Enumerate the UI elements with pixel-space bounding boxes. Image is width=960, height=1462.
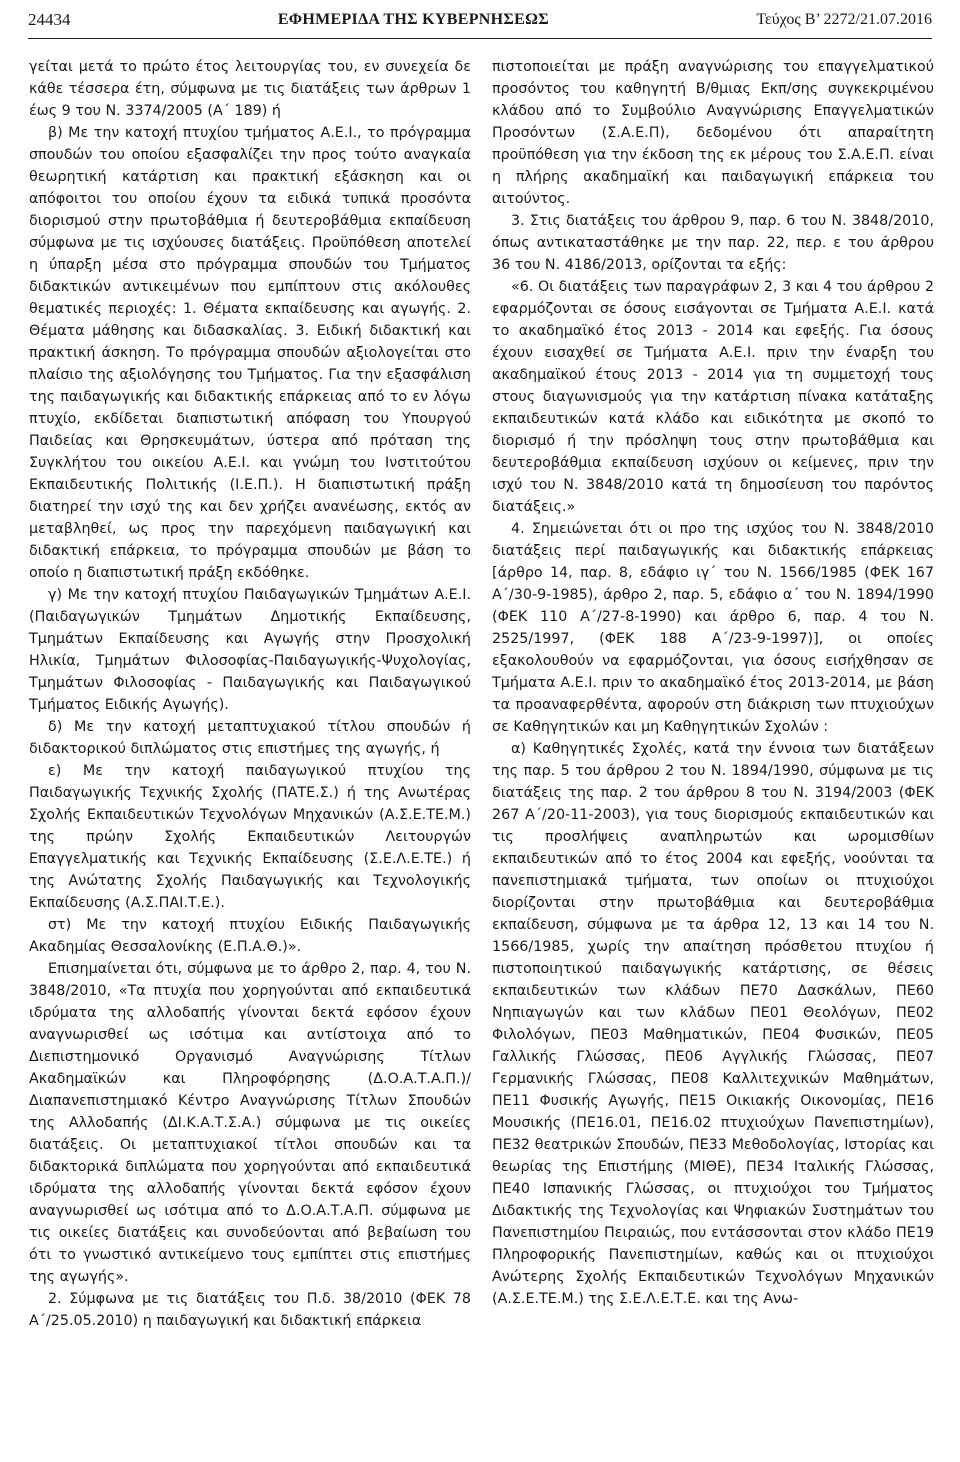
- paragraph: στ) Με την κατοχή πτυχίου Ειδικής Παιδαγωγικής Ακαδημίας Θεσσαλονίκης (Ε.Π.Α.Θ.)».: [29, 917, 471, 955]
- page-number: 24434: [28, 10, 71, 29]
- paragraph: γ) Με την κατοχή πτυχίου Παιδαγωγικών Τμημάτων Α.Ε.Ι. (Παιδαγωγικών Τμημάτων Δημοτικής Εκπαίδευσης, Τμημάτων Εκπαίδευσης και Αγωγής στην Προσχολική Ηλικία, Τμημάτων Φιλοσοφίας-Παιδαγωγικής-Ψυχολογίας, Τμημάτων Φιλοσοφίας - Παιδαγωγικής και Παιδαγωγικού Τμήματος Ειδικής Αγωγής).: [29, 587, 471, 713]
- paragraph: πιστοποιείται με πράξη αναγνώρισης του επαγγελματικού προσόντος του καθηγητή Β/θμιας Εκπ/σης συγκεκριμένου κλάδου από το Συμβούλιο Αναγνώρισης Επαγγελματικών Προσόντων (Σ.Α.Ε.Π), δεδομένου ότι απαραίτητη προϋπόθεση για την έκδοση της εκ μέρους του Σ.Α.Ε.Π. είναι η πλήρης ακαδημαϊκή και παιδαγωγική επάρκεια του αιτούντος.: [492, 59, 934, 207]
- gazette-title: ΕΦΗΜΕΡΙΔΑ ΤΗΣ ΚΥΒΕΡΝΗΣΕΩΣ: [277, 11, 549, 28]
- paragraph: β) Με την κατοχή πτυχίου τμήματος Α.Ε.Ι., το πρόγραμμα σπουδών του οποίου εξασφαλίζει την προς τούτο αναγκαία θεωρητική κατάρτιση και πρακτική εξάσκηση και οι απόφοιτοι του οποίου έχουν τα ειδικά τυπικά προσόντα διορισμού στην πρωτοβάθμια ή δευτεροβάθμια εκπαίδευση σύμφωνα με τις ισχύουσες διατάξεις. Προϋπόθεση αποτελεί η ύπαρξη μέσα στο πρόγραμμα σπουδών του Τμήματος διδακτικών αντικειμένων που εμπίπτουν στις ακόλουθες θεματικές περιοχές: 1. Θέματα εκπαίδευσης και αγωγής. 2. Θέματα μάθησης και διδασκαλίας. 3. Ειδική διδακτική και πρακτική άσκηση. Το πρόγραμμα σπουδών αξιολογείται στο πλαίσιο της αξιολόγησης του Τμήματος. Για την εξασφάλιση της παιδαγωγικής και διδακτικής επάρκειας από το εν λόγω πτυχίο, εκδίδεται διαπιστωτική απόφαση του Υπουργού Παιδείας και Θρησκευμάτων, ύστερα από πρόταση της Συγκλήτου του οικείου Α.Ε.Ι. και γνώμη του Ινστιτούτου Εκπαιδευτικής Πολιτικής (Ι.Ε.Π.). Η διαπιστωτική πράξη διατηρεί την ισχύ της και δεν χρήζει ανανέωσης, εκτός αν μεταβληθεί, ως προς την παρεχόμενη παιδαγωγική και διδακτική επάρκεια, το πρόγραμμα σπουδών με βάση το οποίο η διαπιστωτική πράξη εκδόθηκε.: [29, 125, 471, 581]
- paragraph: 4. Σημειώνεται ότι οι προ της ισχύος του Ν. 3848/2010 διατάξεις περί παιδαγωγικής και διδακτικής επάρκειας [άρθρο 14, παρ. 8, εδάφιο ιγ΄ του Ν. 1566/1985 (ΦΕΚ 167 Α΄/30-9-1985), άρθρο 2, παρ. 5, εδάφιο α΄ του Ν. 1894/1990 (ΦΕΚ 110 Α΄/27-8-1990) και άρθρο 6, παρ. 4 του Ν. 2525/1997, (ΦΕΚ 188 Α΄/23-9-1997)], οι οποίες εξακολουθούν να εφαρμόζονται, για όσους εισήχθησαν σε Τμήματα Α.Ε.Ι. πριν το ακαδημαϊκό έτος 2013-2014, με βάση τα προαναφερθέντα, αφορούν στη διάκριση των πτυχιούχων σε Καθηγητικών και μη Καθηγητικών Σχολών :: [492, 521, 934, 735]
- paragraph: δ) Με την κατοχή μεταπτυχιακού τίτλου σπουδών ή διδακτορικού διπλώματος στις επιστήμες της αγωγής, ή: [29, 719, 471, 757]
- right-column: [492, 56, 934, 1310]
- paragraph: Επισημαίνεται ότι, σύμφωνα με το άρθρο 2, παρ. 4, του Ν. 3848/2010, «Τα πτυχία που χορηγούνται από εκπαιδευτικά ιδρύματα της αλλοδαπής γίνονται δεκτά εφόσον έχουν αναγνωρισθεί ως ισότιμα και αντίστοιχα από το Διεπιστημονικό Οργανισμό Αναγνώρισης Τίτλων Ακαδημαϊκών και Πληροφόρησης (Δ.Ο.Α.Τ.Α.Π.)/Διαπανεπιστημιακό Κέντρο Αναγνώρισης Τίτλων Σπουδών της Αλλοδαπής (ΔΙ.Κ.Α.Τ.Σ.Α.) σύμφωνα με τις οικείες διατάξεις. Οι μεταπτυχιακοί τίτλοι σπουδών και τα διδακτορικά διπλώματα που χορηγούνται από εκπαιδευτικά ιδρύματα της αλλοδαπής γίνονται δεκτά εφόσον έχουν αναγνωρισθεί ως ισότιμα από το Δ.Ο.Α.Τ.Α.Π. σύμφωνα με τις οικείες διατάξεις και συνοδεύονται από βεβαίωση του ότι το γνωστικό αντικείμενο τους εμπίπτει στις επιστήμες της αγωγής».: [29, 961, 471, 1285]
- paragraph: ε) Με την κατοχή παιδαγωγικού πτυχίου της Παιδαγωγικής Τεχνικής Σχολής (ΠΑΤΕ.Σ.) ή της Ανωτέρας Σχολής Εκπαιδευτικών Τεχνολόγων Μηχανικών (Α.Σ.Ε.ΤΕ.Μ.) της πρώην Σχολής Εκπαιδευτικών Λειτουργών Επαγγελματικής και Τεχνικής Εκπαίδευσης (Σ.Ε.Λ.Ε.ΤΕ.) ή της Ανώτατης Σχολής Παιδαγωγικής και Τεχνολογικής Εκπαίδευσης (Α.Σ.ΠΑΙ.Τ.Ε.).: [29, 763, 471, 911]
- header-divider: [28, 38, 932, 39]
- paragraph: 3. Στις διατάξεις του άρθρου 9, παρ. 6 του Ν. 3848/2010, όπως αντικαταστάθηκε με την παρ. 22, περ. ε του άρθρου 36 του Ν. 4186/2013, ορίζονται τα εξής:: [492, 213, 934, 273]
- paragraph: γείται μετά το πρώτο έτος λειτουργίας του, εν συνεχεία δε κάθε τέσσερα έτη, σύμφωνα με τις διατάξεις των άρθρων 1 έως 9 του Ν. 3374/2005 (Α΄ 189) ή: [29, 59, 471, 119]
- paragraph: 2. Σύμφωνα με τις διατάξεις του Π.δ. 38/2010 (ΦΕΚ 78 Α΄/25.05.2010) η παιδαγωγική και διδακτική επάρκεια: [29, 1291, 471, 1329]
- issue-info: Τεύχος Β’ 2272/21.07.2016: [756, 11, 932, 28]
- paragraph: α) Καθηγητικές Σχολές, κατά την έννοια των διατάξεων της παρ. 5 του άρθρου 2 του Ν. 1894/1990, σύμφωνα με τις διατάξεις της παρ. 2 του άρθρου 8 του Ν. 3194/2003 (ΦΕΚ 267 Α΄/20-11-2003), για τους διορισμούς εκπαιδευτικών και τις προσλήψεις αναπληρωτών και ωρομισθίων εκπαιδευτικών από το έτος 2004 και εφεξής, νοούνται τα πανεπιστημιακά τμήματα, των οποίων οι πτυχιούχοι διορίζονται στην πρωτοβάθμια και δευτεροβάθμια εκπαίδευση, σύμφωνα με τα άρθρα 12, 13 και 14 του Ν. 1566/1985, χωρίς την απαίτηση πρόσθετου πτυχίου ή πιστοποιητικού παιδαγωγικής κατάρτισης, σε θέσεις εκπαιδευτικών των κλάδων ΠΕ70 Δασκάλων, ΠΕ60 Νηπιαγωγών και των κλάδων ΠΕ01 Θεολόγων, ΠΕ02 Φιλολόγων, ΠΕ03 Μαθηματικών, ΠΕ04 Φυσικών, ΠΕ05 Γαλλικής Γλώσσας, ΠΕ06 Αγγλικής Γλώσσας, ΠΕ07 Γερμανικής Γλώσσας, ΠΕ08 Καλλιτεχνικών Μαθημάτων, ΠΕ11 Φυσικής Αγωγής, ΠΕ15 Οικιακής Οικονομίας, ΠΕ16 Μουσικής (ΠΕ16.01, ΠΕ16.02 πτυχιούχων Πανεπιστημίων), ΠΕ32 θεατρικών Σπουδών, ΠΕ33 Μεθοδολογίας, Ιστορίας και θεωρίας της Επιστήμης (ΜΙΘΕ), ΠΕ34 Ιταλικής Γλώσσας, ΠΕ40 Ισπανικής Γλώσσας, οι πτυχιούχοι του Τμήματος Διδακτικής της Τεχνολογίας και Ψηφιακών Συστημάτων του Πανεπιστημίου Πειραιώς, που εντάσσονται στον κλάδο ΠΕ19 Πληροφορικής Πανεπιστημίων, καθώς και οι πτυχιούχοι Ανώτερης Σχολής Εκπαιδευτικών Τεχνολόγων Μηχανικών (Α.Σ.Ε.ΤΕ.Μ.) της Σ.Ε.Λ.Ε.Τ.Ε. και της Ανω-: [492, 741, 934, 1307]
- page-header: [28, 6, 932, 34]
- left-column: [29, 56, 471, 1332]
- paragraph: «6. Οι διατάξεις των παραγράφων 2, 3 και 4 του άρθρου 2 εφαρμόζονται σε όσους εισάγονται σε Τμήματα Α.Ε.Ι. κατά το ακαδημαϊκό έτος 2013 - 2014 και εφεξής. Για όσους έχουν εισαχθεί σε Τμήματα Α.Ε.Ι. πριν την έναρξη του ακαδημαϊκού έτους 2013 - 2014 για τη συμμετοχή τους στους διαγωνισμούς για την κατάρτιση πίνακα κατάταξης εκπαιδευτικών κατά κλάδο και ειδικότητα με σκοπό το διορισμό ή την πρόσληψη τους στην πρωτοβάθμια και δευτεροβάθμια εκπαίδευση ισχύουν οι κείμενες, πριν την ισχύ του Ν. 3848/2010 κατά τη δημοσίευση του παρόντος διατάξεις.»: [492, 279, 934, 515]
